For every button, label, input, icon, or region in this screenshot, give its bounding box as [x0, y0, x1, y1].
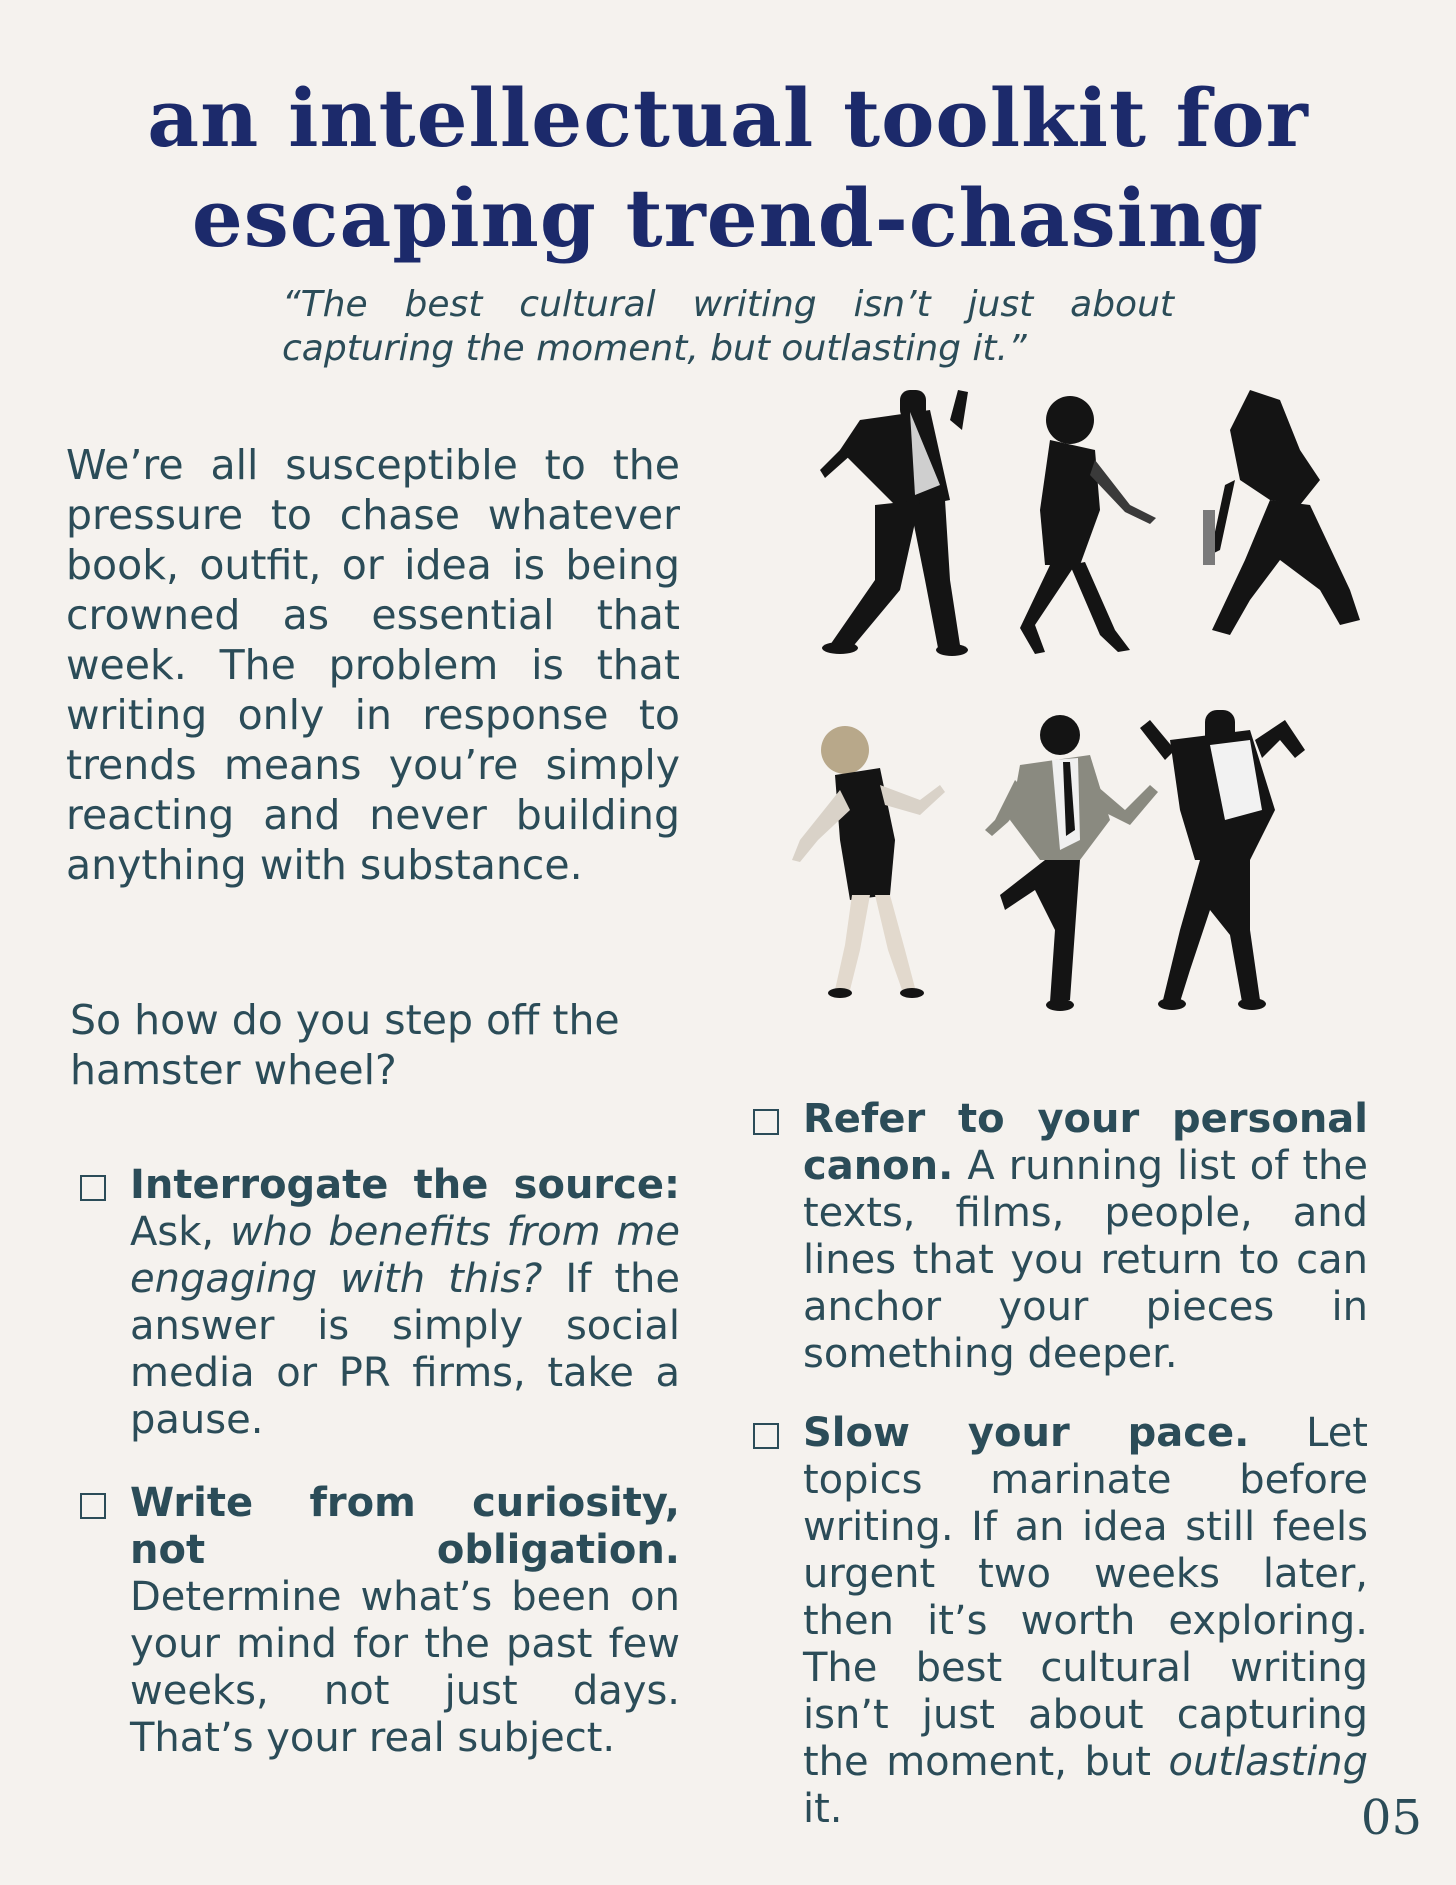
checklist-text: Refer to your personal canon. A running list of the texts, films, people, and lines that you return to can anchor your pieces in something deeper. [803, 1096, 1368, 1377]
dancer-figure [1020, 396, 1156, 654]
title-line-2: escaping trend-chasing [191, 171, 1265, 265]
dancer-figure [820, 390, 968, 656]
checklist-text: Interrogate the source: Ask, who benefits from me engaging with this? If the answer is simply social media or PR firms, take a pause. [130, 1162, 681, 1443]
page-number: 05 [1360, 1790, 1422, 1846]
checklist-text: Write from curiosity, not obligation. Determine what’s been on your mind for the past few weeks, not just days. That’s your real subject. [130, 1480, 680, 1761]
checklist-text: Slow your pace. Let topics marinate before writing. If an idea still feels urgent two weeks later, then it’s worth exploring. The best cultural writing isn’t just about capturing the moment, but outlasting it. [803, 1410, 1368, 1832]
checkbox[interactable] [753, 1423, 779, 1449]
checklist-item-interrogate [80, 1162, 680, 1444]
dancer-figure [1140, 710, 1305, 1010]
checklist-item-pace [753, 1410, 1368, 1833]
checkbox[interactable] [80, 1175, 106, 1201]
checkbox[interactable] [753, 1109, 779, 1135]
page-title [0, 68, 1456, 268]
checklist-item-curiosity [80, 1480, 680, 1762]
dancing-figures-illustration [780, 390, 1380, 1060]
pull-quote: “The best cultural writing isn’t just about capturing the moment, but outlasting it.” [282, 284, 1174, 369]
dancer-figure [985, 715, 1158, 1011]
dancer-figure [792, 726, 945, 998]
question-paragraph: So how do you step off the hamster wheel? [70, 996, 620, 1094]
checklist-item-canon [753, 1096, 1368, 1378]
checkbox[interactable] [80, 1493, 106, 1519]
title-line-1: an intellectual toolkit for [147, 71, 1309, 165]
intro-paragraph: We’re all susceptible to the pressure to chase whatever book, outfit, or idea is being crowned as essential that week. The problem is that writing only in response to trends means you’re simply reacting and never building anything with substance. [66, 441, 680, 889]
dancer-figure [1203, 390, 1360, 635]
